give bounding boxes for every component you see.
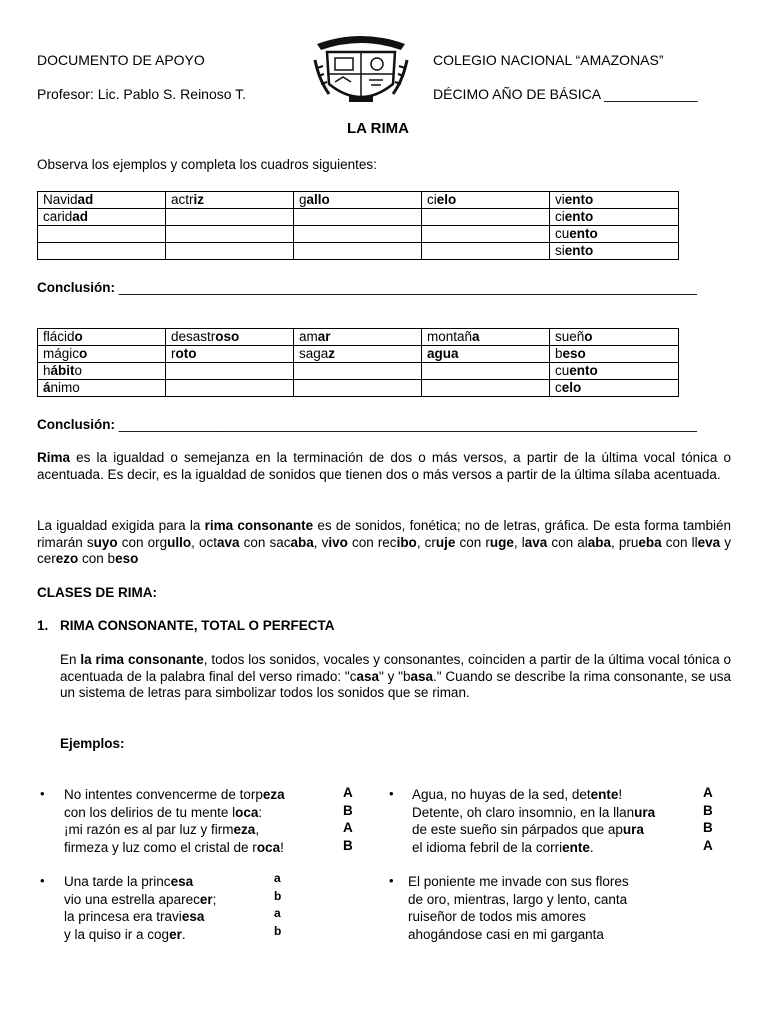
table-cell: hábito bbox=[38, 363, 166, 380]
poem-3 bbox=[64, 873, 216, 943]
table-cell: gallo bbox=[294, 192, 422, 209]
table-cell bbox=[294, 380, 422, 397]
bullet-1: • bbox=[40, 786, 45, 801]
rhyme-scheme-letter: A bbox=[343, 785, 353, 800]
verse-line: Agua, no huyas de la sed, detente! bbox=[412, 787, 623, 802]
table-cell: cielo bbox=[422, 192, 550, 209]
table-cell: desastroso bbox=[166, 329, 294, 346]
table-cell: flácido bbox=[38, 329, 166, 346]
table-cell bbox=[38, 226, 166, 243]
instruction-text: Observa los ejemplos y completa los cuadros siguientes: bbox=[37, 157, 377, 172]
verse-line: No intentes convencerme de torpeza bbox=[64, 787, 285, 802]
bullet-2: • bbox=[389, 786, 394, 801]
conclusion-1 bbox=[37, 280, 697, 295]
conclusion-1-line: _____________________________________________________________________________ bbox=[118, 280, 697, 295]
section-1-heading: RIMA CONSONANTE, TOTAL O PERFECTA bbox=[60, 618, 335, 633]
table-row bbox=[38, 226, 679, 243]
table-cell: montaña bbox=[422, 329, 550, 346]
section-1-number: 1. bbox=[37, 618, 49, 633]
verse-line: vio una estrella aparecer; bbox=[64, 891, 217, 907]
table-row bbox=[38, 346, 679, 363]
poem-1-scheme bbox=[343, 784, 353, 854]
poem-3-scheme bbox=[274, 870, 281, 940]
page-title: LA RIMA bbox=[347, 120, 409, 137]
table-cell: cuento bbox=[550, 363, 679, 380]
table-cell bbox=[294, 226, 422, 243]
poem-2 bbox=[412, 786, 655, 856]
rhyme-scheme-letter: a bbox=[274, 871, 281, 885]
table-cell bbox=[166, 209, 294, 226]
verse-line: el idioma febril de la corriente. bbox=[412, 839, 594, 855]
conclusion-1-label: Conclusión: bbox=[37, 280, 115, 295]
rhyme-scheme-letter: B bbox=[343, 802, 353, 818]
rhyme-scheme-letter: b bbox=[274, 923, 282, 938]
verse-line: de este sueño sin párpados que apura bbox=[412, 822, 644, 837]
rhyme-scheme-letter: B bbox=[703, 802, 713, 818]
table-row bbox=[38, 380, 679, 397]
rhyme-scheme-letter: b bbox=[274, 888, 282, 903]
poem-4 bbox=[408, 873, 629, 943]
conclusion-2-line: _____________________________________________________________________________ bbox=[118, 417, 697, 432]
table-row bbox=[38, 363, 679, 380]
verse-line: Una tarde la princesa bbox=[64, 874, 194, 889]
poem-1 bbox=[64, 786, 285, 856]
verse-line: y la quiso ir a coger. bbox=[64, 926, 186, 942]
table-cell: sueño bbox=[550, 329, 679, 346]
rhyme-scheme-letter: A bbox=[703, 785, 713, 800]
table-cell: sagaz bbox=[294, 346, 422, 363]
table-cell: amar bbox=[294, 329, 422, 346]
conclusion-2-label: Conclusión: bbox=[37, 417, 115, 432]
bullet-3: • bbox=[40, 873, 45, 888]
table-cell: cuento bbox=[550, 226, 679, 243]
table-cell bbox=[294, 363, 422, 380]
rhyme-scheme-letter: B bbox=[343, 837, 353, 853]
table-cell bbox=[422, 363, 550, 380]
table-cell: beso bbox=[550, 346, 679, 363]
table-cell bbox=[422, 243, 550, 260]
examples-label: Ejemplos: bbox=[60, 736, 125, 751]
table-cell: actriz bbox=[166, 192, 294, 209]
school-crest-logo bbox=[313, 30, 409, 106]
table-row bbox=[38, 192, 679, 209]
verse-line: ¡mi razón es al par luz y firmeza, bbox=[64, 822, 260, 837]
verse-line: Detente, oh claro insomnio, en la llanura bbox=[412, 804, 656, 820]
table-cell bbox=[38, 243, 166, 260]
table-cell bbox=[166, 226, 294, 243]
rhyme-table-1 bbox=[37, 191, 679, 260]
table-row bbox=[38, 329, 679, 346]
rhyme-scheme-letter: a bbox=[274, 906, 281, 920]
header-right-line2: DÉCIMO AÑO DE BÁSICA ____________ bbox=[433, 86, 698, 102]
table-cell: agua bbox=[422, 346, 550, 363]
table-cell bbox=[422, 209, 550, 226]
table-cell bbox=[166, 363, 294, 380]
rhyme-scheme-letter: A bbox=[703, 837, 713, 853]
table-cell: siento bbox=[550, 243, 679, 260]
table-cell: mágico bbox=[38, 346, 166, 363]
table-cell bbox=[422, 226, 550, 243]
verse-line: la princesa era traviesa bbox=[64, 909, 205, 924]
rima-definition: Rima es la igualdad o semejanza en la terminación de dos o más versos, a partir de la última vocal tónica o acentuada. Es decir, es la igualdad de sonidos que tienen dos o más versos a partir de la última sílaba acentuada. bbox=[37, 450, 731, 482]
table-cell bbox=[294, 209, 422, 226]
rhyme-table-2 bbox=[37, 328, 679, 397]
verse-line: firmeza y luz como el cristal de roca! bbox=[64, 839, 284, 855]
rima-term: Rima bbox=[37, 450, 71, 465]
table-cell bbox=[166, 380, 294, 397]
verse-line: ahogándose casi en mi garganta bbox=[408, 926, 604, 942]
header-left-line1: DOCUMENTO DE APOYO bbox=[37, 52, 205, 68]
table-cell: Navidad bbox=[38, 192, 166, 209]
verse-line: de oro, mientras, largo y lento, canta bbox=[408, 891, 628, 907]
bullet-4: • bbox=[389, 873, 394, 888]
poem-2-scheme bbox=[703, 784, 713, 854]
consonante-paragraph: La igualdad exigida para la rima consonante es de sonidos, fonética; no de letras, gráfica. De esta forma también rimarán suyo con orgullo, octava con sacaba, vivo con recibo, cruje con ruge, lava con alaba, prueba con lleva y cerezo con beso bbox=[37, 518, 732, 567]
table-row bbox=[38, 209, 679, 226]
clases-heading: CLASES DE RIMA: bbox=[37, 585, 158, 600]
table-cell: ánimo bbox=[38, 380, 166, 397]
verse-line: El poniente me invade con sus flores bbox=[408, 874, 629, 889]
header-left-line2: Profesor: Lic. Pablo S. Reinoso T. bbox=[37, 86, 247, 102]
table-cell: ciento bbox=[550, 209, 679, 226]
rhyme-scheme-letter: B bbox=[703, 820, 713, 835]
table-row bbox=[38, 243, 679, 260]
verse-line: ruiseñor de todos mis amores bbox=[408, 909, 586, 924]
table-cell: roto bbox=[166, 346, 294, 363]
table-cell bbox=[166, 243, 294, 260]
section-1-paragraph: En la rima consonante, todos los sonidos, vocales y consonantes, coinciden a partir de la última vocal tónica o acentuada de la palabra final del verso rimado: "casa" y "basa." Cuando se describe la rima consonante, se usa un sistema de letras para simbolizar todos los sonidos que se riman. bbox=[60, 652, 732, 701]
header-right-line1: COLEGIO NACIONAL “AMAZONAS” bbox=[433, 52, 664, 68]
verse-line: con los delirios de tu mente loca: bbox=[64, 804, 263, 820]
table-cell bbox=[422, 380, 550, 397]
table-cell: viento bbox=[550, 192, 679, 209]
table-cell bbox=[294, 243, 422, 260]
table-cell: celo bbox=[550, 380, 679, 397]
rhyme-scheme-letter: A bbox=[343, 820, 353, 835]
table-cell: caridad bbox=[38, 209, 166, 226]
conclusion-2 bbox=[37, 417, 697, 432]
